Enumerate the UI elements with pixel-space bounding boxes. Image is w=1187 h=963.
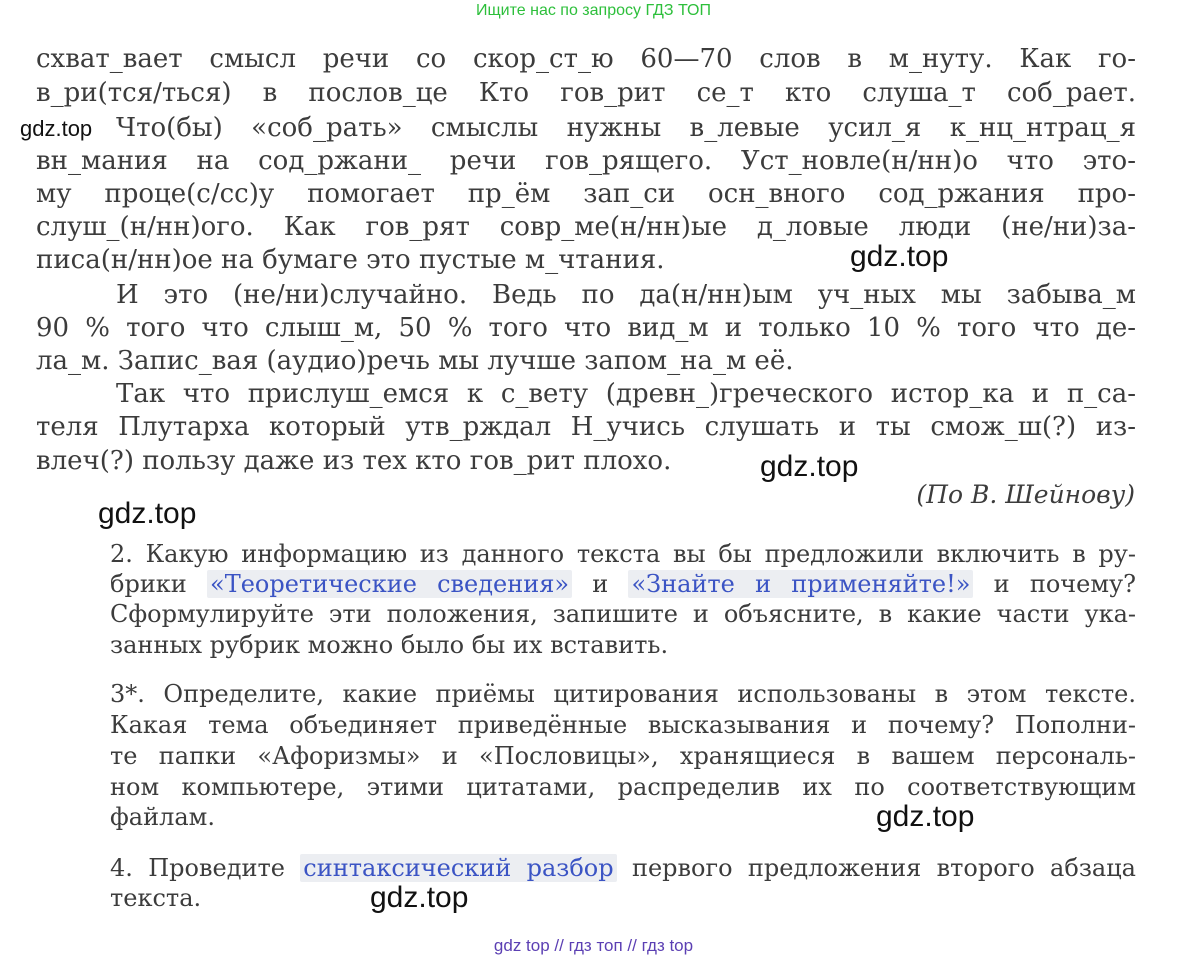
- text-line: влеч(?) пользу даже из тех кто гов_рит плохо.: [36, 446, 672, 476]
- theory-link[interactable]: «Теоретические сведения»: [207, 570, 572, 598]
- task2-text: брики: [110, 570, 187, 598]
- task3-line: ном компьютере, этими цитатами, распределив их по соответствующим: [110, 773, 1136, 801]
- watermark: gdz.top: [760, 450, 859, 483]
- task3-line: Какая тема объединяет приведённые высказывания и почему? Пополни-: [110, 711, 1136, 739]
- source-attribution: (По В. Шейнову): [916, 480, 1135, 509]
- task2-line: 2. Какую информацию из данного текста вы бы предложили включить в ру-: [110, 540, 1136, 568]
- watermark: gdz.top: [876, 800, 975, 833]
- task3-line: те папки «Афоризмы» и «Пословицы», хранящиеся в вашем персональ-: [110, 742, 1136, 770]
- text-line: 90 % того что слыш_м, 50 % того что вид_м и только 10 % того что де-: [36, 313, 1136, 343]
- text-line: вн_мания на сод_ржани_ речи гов_рящего. Уст_новле(н/нн)о что это-: [36, 146, 1136, 176]
- text-line: Что(бы) «соб_рать» смыслы нужны в_левые усил_я к_нц_нтрац_я: [116, 113, 1136, 143]
- syntax-analysis-link[interactable]: синтаксический разбор: [300, 854, 616, 882]
- text-line: писа(н/нн)ое на бумаге это пустые м_чтания.: [36, 245, 665, 275]
- task4-line: [110, 852, 1136, 884]
- text-line: И это (не/ни)случайно. Ведь по да(н/нн)ым уч_ных мы забыва_м: [116, 280, 1136, 310]
- task2-line: [110, 568, 1136, 600]
- watermark: gdz.top: [98, 497, 197, 530]
- text-line: слуш_(н/нн)ого. Как гов_рят совр_ме(н/нн)ые д_ловые люди (не/ни)за-: [36, 212, 1136, 242]
- task4-line: текста.: [110, 884, 202, 912]
- text-line: в_ри(тся/ться) в послов_це Кто гов_рит се_т кто слуша_т соб_рает.: [36, 78, 1136, 108]
- task2-line: Сформулируйте эти положения, запишите и объясните, в какие части ука-: [110, 600, 1136, 628]
- header-banner: Ищите нас по запросу ГДЗ ТОП: [476, 2, 711, 19]
- task3-line: 3*. Определите, какие приёмы цитирования использованы в этом тексте.: [110, 680, 1136, 708]
- know-apply-link[interactable]: «Знайте и применяйте!»: [628, 570, 973, 598]
- task3-line: файлам.: [110, 803, 215, 831]
- task2-text: и почему?: [993, 570, 1136, 598]
- watermark: gdz.top: [20, 116, 93, 141]
- text-line: Так что прислуш_емся к с_вету (древн_)греческого истор_ка и п_са-: [116, 379, 1136, 409]
- text-line: ла_м. Запис_вая (аудио)речь мы лучше запом_на_м её.: [36, 346, 794, 376]
- task2-line: занных рубрик можно было бы их вставить.: [110, 631, 669, 659]
- task2-text: и: [592, 570, 609, 598]
- main-text: [36, 0, 1136, 520]
- text-line: теля Плутарха который утв_рждал Н_учись слушать и ты смож_ш(?) из-: [36, 412, 1136, 442]
- text-line: схват_вает смысл речи со скор_ст_ю 60—70 слов в м_нуту. Как го-: [36, 44, 1136, 74]
- task4-text: 4. Проведите: [110, 854, 285, 882]
- footer-banner: gdz top // гдз топ // гдз top: [493, 936, 694, 955]
- task4-text: первого предложения второго абзаца: [631, 854, 1136, 882]
- watermark: gdz.top: [850, 240, 949, 273]
- text-line: му проце(с/сс)у помогает пр_ём зап_си осн_вного сод_ржания про-: [36, 179, 1136, 209]
- watermark: gdz.top: [370, 881, 469, 914]
